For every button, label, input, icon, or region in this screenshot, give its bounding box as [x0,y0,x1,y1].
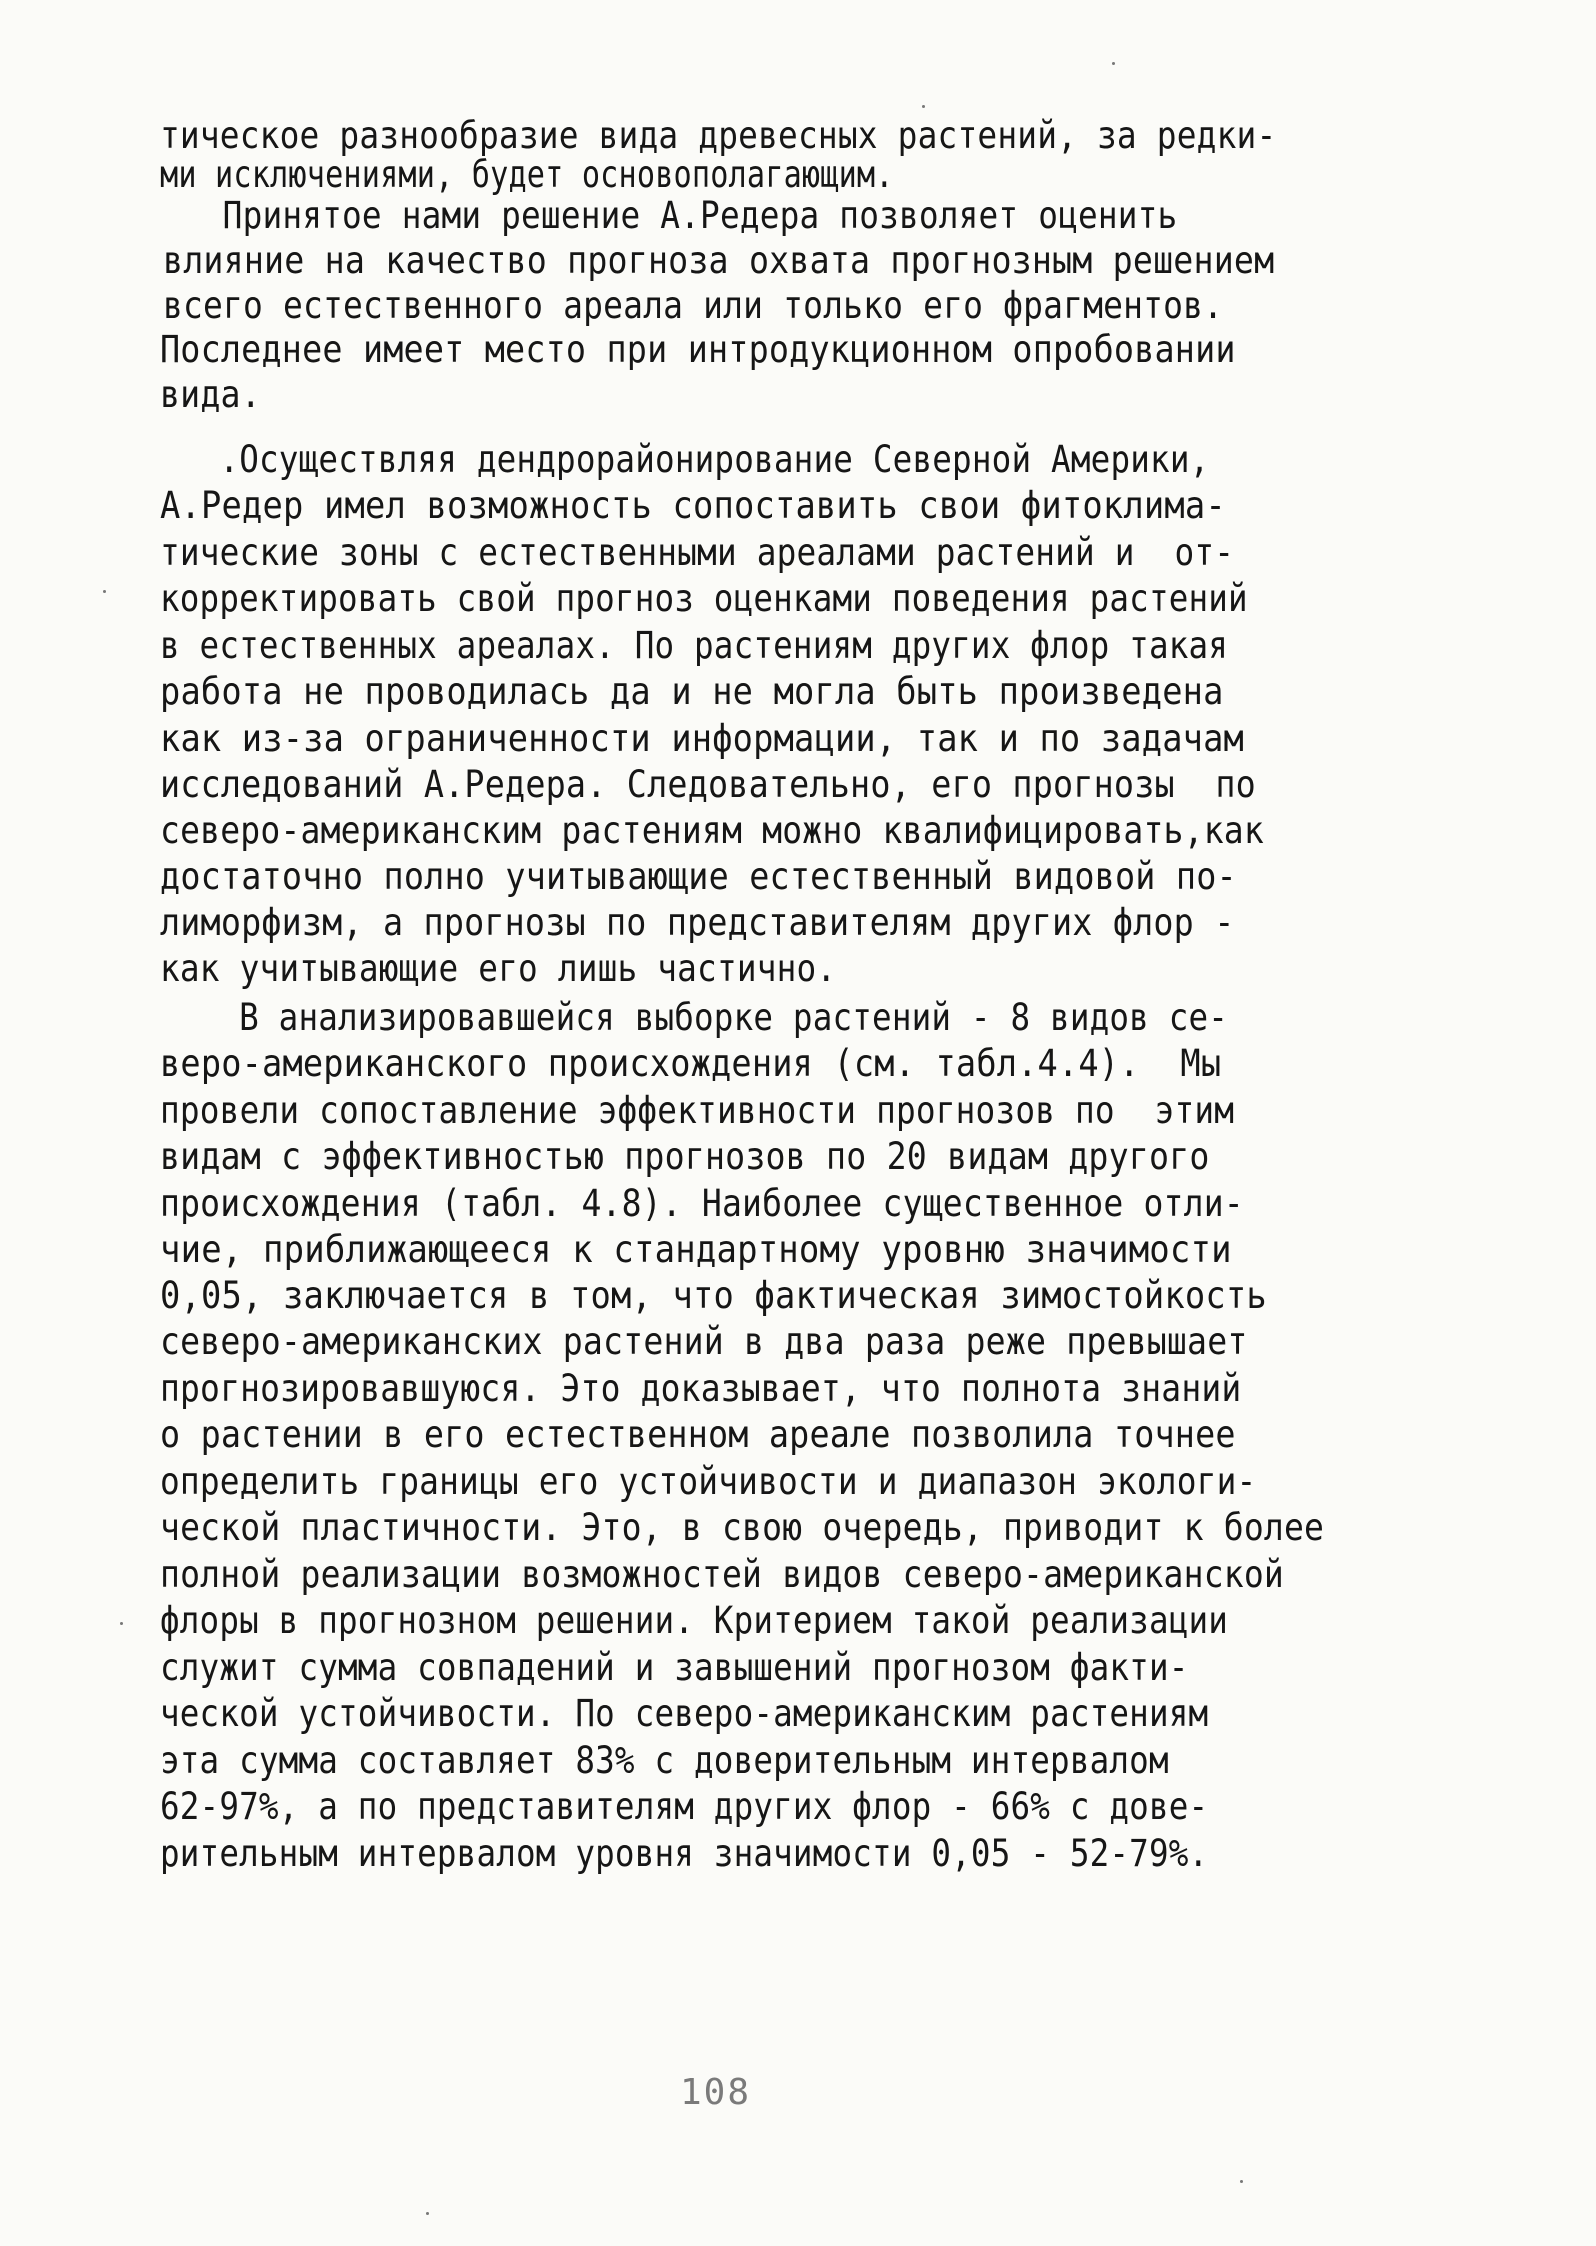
text-line: исследований А.Редера. Следовательно, его прогнозы по [160,763,1256,806]
text-line: о растении в его естественном ареале позволила точнее [160,1413,1236,1456]
text-line: веро-американского происхождения (см. табл.4.4). Мы [160,1042,1222,1085]
text-line: северо-американским растениям можно квалифицировать,как [160,809,1264,852]
text-line: ческой пластичности. Это, в свою очередь, приводит к более [160,1506,1325,1549]
text-line: ми исключениями, будет основополагающим. [160,153,894,196]
text-line: чие, приближающееся к стандартному уровню значимости [160,1228,1232,1271]
scan-speck [426,2212,429,2215]
text-line: полной реализации возможностей видов северо-американской [160,1553,1284,1596]
text-line: в естественных ареалах. По растениям других флор такая [160,624,1229,667]
text-line: рительным интервалом уровня значимости 0,05 - 52-79%. [160,1832,1209,1875]
text-line: .Осуществляя дендрорайонирование Северной Америки, [160,438,1210,481]
text-line: Последнее имеет место при интродукционном опробовании [160,328,1236,371]
text-line: тические зоны с естественными ареалами растений и от- [160,531,1235,574]
scan-speck [1240,2180,1243,2183]
text-line: Принятое нами решение А.Редера позволяет оценить [163,194,1178,237]
text-line: флоры в прогнозном решении. Критерием такой реализации [160,1599,1229,1642]
text-line: ческой устойчивости. По северо-американским растениям [160,1692,1209,1735]
text-line: северо-американских растений в два раза реже превышает [160,1320,1248,1363]
text-line: всего естественного ареала или только его фрагментов. [163,284,1224,327]
text-line: лиморфизм, а прогнозы по представителям других флор - [160,901,1235,944]
text-line: 0,05, заключается в том, что фактическая зимостойкость [160,1274,1267,1317]
text-line: корректировать свой прогноз оценками поведения растений [160,577,1248,620]
page-number: 108 [680,2072,752,2113]
scan-speck [922,105,925,108]
text-line: достаточно полно учитывающие естественный видовой по- [160,855,1237,898]
text-line: как учитывающие его лишь частично. [160,947,837,990]
text-line: В анализировавшейся выборке растений - 8 видов се- [160,996,1229,1039]
text-line: вида. [160,373,261,416]
text-line: видам с эффективностью прогнозов по 20 видам другого [160,1135,1210,1178]
text-line: эта сумма составляет 83% с доверительным интервалом [160,1739,1169,1782]
text-line: работа не проводилась да и не могла быть произведена [160,670,1224,713]
text-line: влияние на качество прогноза охвата прогнозным решением [163,239,1275,282]
text-line: служит сумма совпадений и завышений прогнозом факти- [160,1646,1189,1689]
scan-speck [120,1622,123,1625]
text-line: происхождения (табл. 4.8). Наиболее существенное отли- [160,1182,1244,1225]
text-line: 62-97%, а по представителям других флор - 66% с дове- [160,1785,1209,1828]
scan-speck [103,590,106,593]
scan-speck [1112,62,1115,65]
text-line: провели сопоставление эффективности прогнозов по этим [160,1089,1235,1132]
text-line: определить границы его устойчивости и диапазон экологи- [160,1460,1257,1503]
text-line: прогнозировавшуюся. Это доказывает, что полнота знаний [160,1367,1242,1410]
text-line: А.Редер имел возможность сопоставить свои фитоклима- [160,484,1226,527]
text-line: тическое разнообразие вида древесных растений, за редки- [160,114,1277,157]
text-line: как из-за ограниченности информации, так и по задачам [160,717,1245,760]
